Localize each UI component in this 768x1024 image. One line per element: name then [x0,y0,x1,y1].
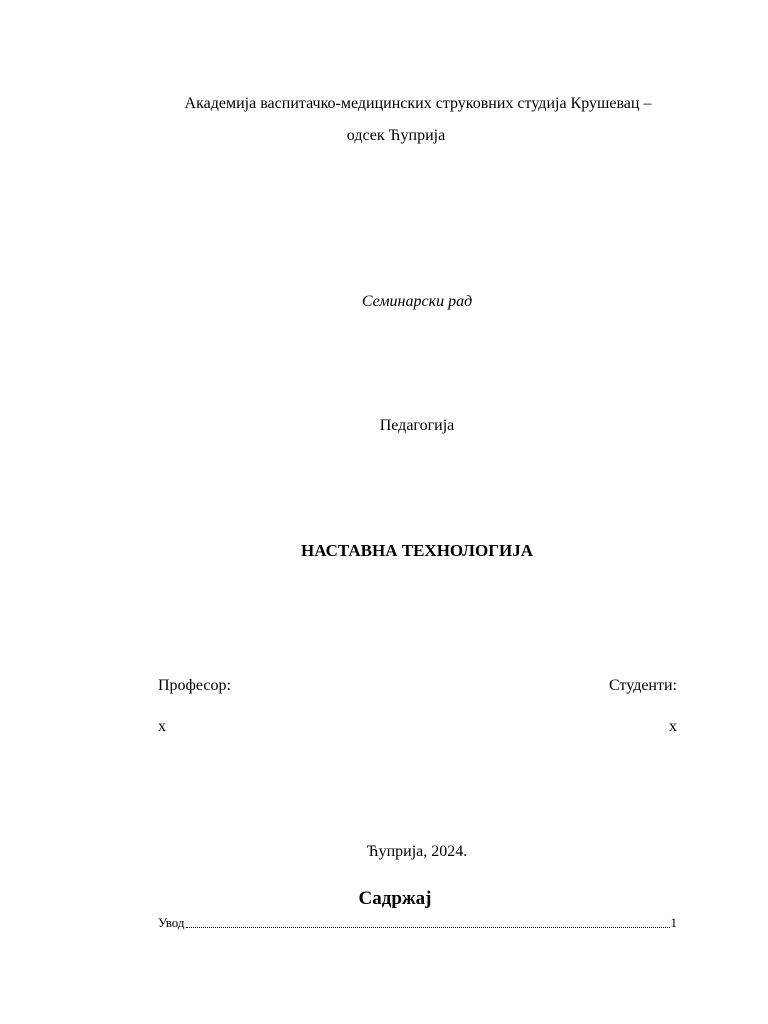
toc-entry-page-number: 1 [670,915,677,930]
students-label: Студенти: [608,677,677,694]
professor-label: Професор: [158,677,231,694]
professor-name: x [158,718,166,735]
toc-entry-title: Увод [158,915,185,930]
toc-entry[interactable] [158,913,677,931]
document-type: Семинарски рад [361,293,473,310]
student-name: x [669,718,677,735]
table-of-contents-heading: Садржај [358,888,432,909]
place-and-date: Ћуприја, 2024. [366,843,468,860]
subject-name: Педагогија [379,417,455,434]
institution-name-line-1: Академија васпитачко-медицинских струковних студија Крушевац – [184,95,652,112]
document-title: НАСТАВНА ТЕХНОЛОГИЈА [300,541,534,560]
toc-dot-leader [186,927,670,928]
institution-name-line-2: одсек Ћуприја [346,127,446,144]
